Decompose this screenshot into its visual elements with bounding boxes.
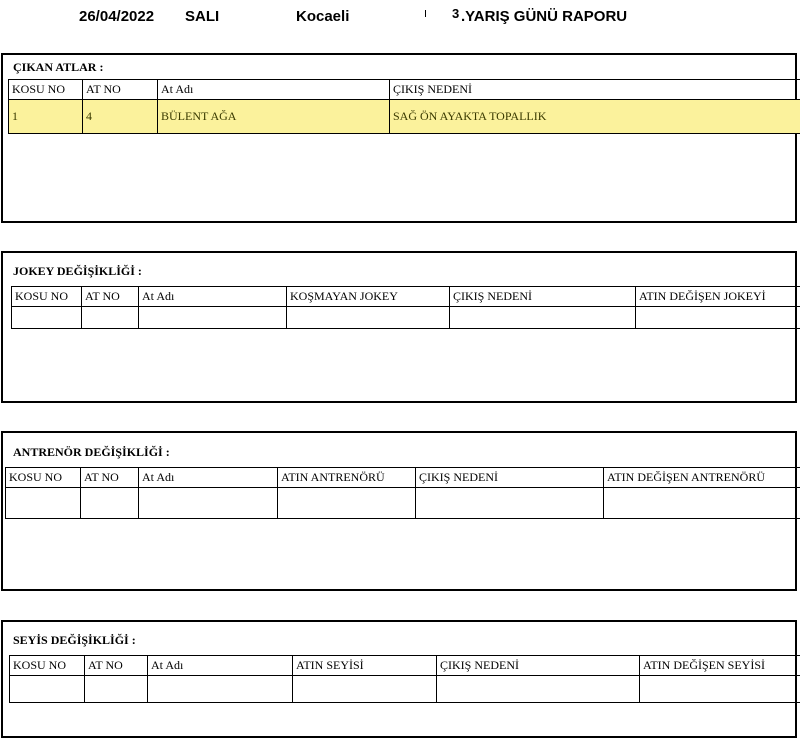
- column-header: KOSU NO: [12, 287, 82, 307]
- column-header: At Adı: [148, 656, 293, 676]
- report-day: SALI: [185, 8, 220, 25]
- column-header: KOŞMAYAN JOKEY: [287, 287, 450, 307]
- table-row: [6, 488, 800, 519]
- empty-cell: [278, 488, 416, 519]
- section-cikan-atlar: [1, 53, 797, 223]
- cikan-atlar-table: [8, 79, 800, 134]
- column-header: ÇIKIŞ NEDENİ: [450, 287, 636, 307]
- column-header: ÇIKIŞ NEDENİ: [437, 656, 640, 676]
- empty-cell: [139, 307, 287, 329]
- table-row: [12, 307, 800, 329]
- column-header: ATIN DEĞİŞEN SEYİSİ: [640, 656, 800, 676]
- empty-cell: [437, 676, 640, 703]
- withdrawal-reason-cell: SAĞ ÖN AYAKTA TOPALLIK: [390, 100, 800, 134]
- empty-cell: [293, 676, 437, 703]
- empty-cell: [81, 488, 139, 519]
- antrenor-table: [5, 467, 800, 519]
- empty-cell: [450, 307, 636, 329]
- empty-cell: [416, 488, 604, 519]
- section-title: ÇIKAN ATLAR :: [13, 60, 104, 74]
- table-row[interactable]: [9, 100, 800, 134]
- empty-cell: [640, 676, 800, 703]
- column-header: KOSU NO: [9, 80, 83, 100]
- section-title: SEYİS DEĞİŞİKLİĞİ :: [13, 633, 136, 647]
- table-header-row: [10, 656, 800, 676]
- empty-cell: [636, 307, 800, 329]
- column-header: ÇIKIŞ NEDENİ: [416, 468, 604, 488]
- column-header: AT NO: [81, 468, 139, 488]
- empty-cell: [10, 676, 85, 703]
- report-date: 26/04/2022: [79, 8, 155, 25]
- empty-cell: [139, 488, 278, 519]
- column-header: ATIN DEĞİŞEN ANTRENÖRÜ: [604, 468, 800, 488]
- column-header: ATIN ANTRENÖRÜ: [278, 468, 416, 488]
- empty-cell: [12, 307, 82, 329]
- table-header-row: [6, 468, 800, 488]
- section-title: JOKEY DEĞİŞİKLİĞİ :: [13, 264, 142, 278]
- empty-cell: [604, 488, 800, 519]
- empty-cell: [82, 307, 139, 329]
- column-header: At Adı: [158, 80, 390, 100]
- empty-cell: [287, 307, 450, 329]
- section-seyis-degisikligi: [1, 620, 797, 738]
- report-city: Kocaeli: [296, 8, 350, 25]
- table-header-row: [9, 80, 800, 100]
- section-title: ANTRENÖR DEĞİŞİKLİĞİ :: [13, 445, 170, 459]
- seyis-table: [9, 655, 800, 703]
- section-jokey-degisikligi: [1, 251, 797, 403]
- table-row: [10, 676, 800, 703]
- horse-name-cell: BÜLENT AĞA: [158, 100, 390, 134]
- column-header: ATIN SEYİSİ: [293, 656, 437, 676]
- report-title: .YARIŞ GÜNÜ RAPORU: [461, 8, 628, 25]
- race-day-number: 3: [452, 6, 460, 21]
- empty-cell: [6, 488, 81, 519]
- column-header: ÇIKIŞ NEDENİ: [390, 80, 800, 100]
- column-header: KOSU NO: [6, 468, 81, 488]
- table-header-row: [12, 287, 800, 307]
- horse-number-cell: 4: [83, 100, 158, 134]
- jokey-table: [11, 286, 800, 329]
- column-header: At Adı: [139, 468, 278, 488]
- column-header: KOSU NO: [10, 656, 85, 676]
- empty-cell: [85, 676, 148, 703]
- column-header: AT NO: [82, 287, 139, 307]
- column-header: ATIN DEĞİŞEN JOKEYİ: [636, 287, 800, 307]
- column-header: AT NO: [83, 80, 158, 100]
- column-header: At Adı: [139, 287, 287, 307]
- empty-cell: [148, 676, 293, 703]
- header-tick-mark: [425, 10, 426, 17]
- section-antrenor-degisikligi: [1, 431, 797, 591]
- race-number-cell: 1: [9, 100, 83, 134]
- column-header: AT NO: [85, 656, 148, 676]
